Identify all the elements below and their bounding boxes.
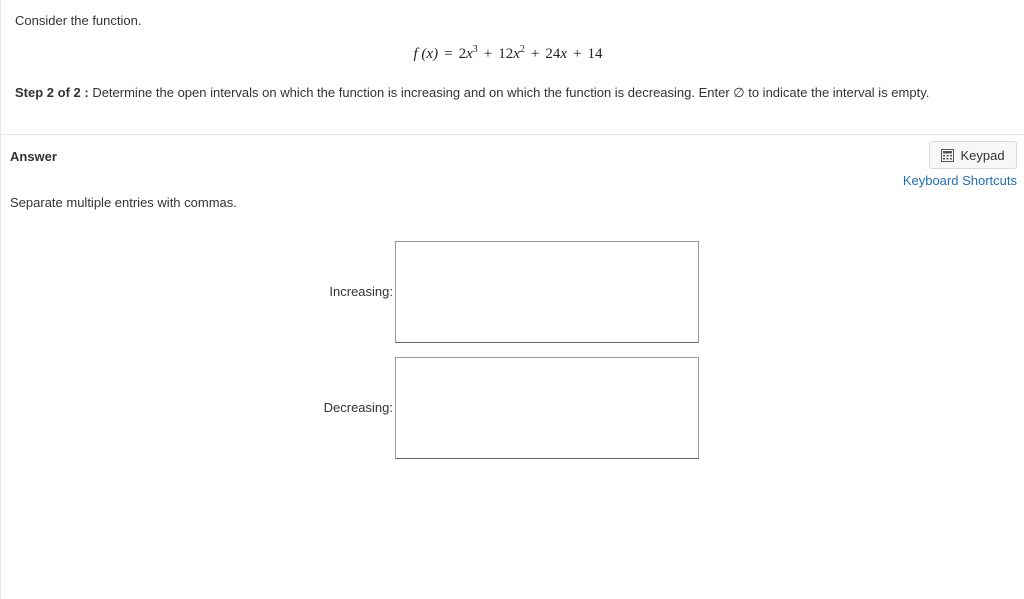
formula-operator: + — [530, 46, 540, 62]
question-panel — [0, 0, 1024, 134]
formula-equals: = — [444, 46, 453, 62]
calculator-icon — [941, 149, 954, 162]
formula-term: 24x — [545, 46, 568, 62]
function-formula — [1, 46, 1015, 63]
increasing-input[interactable] — [395, 241, 699, 343]
keyboard-shortcuts-link[interactable]: Keyboard Shortcuts — [902, 173, 1017, 188]
formula-term: $12x^2$ — [498, 44, 525, 62]
question-intro: Consider the function. — [15, 13, 142, 28]
formula-operator: + — [483, 46, 493, 62]
increasing-label: Increasing: — [329, 284, 393, 299]
decreasing-label: Decreasing: — [323, 400, 393, 415]
answer-heading: Answer — [10, 149, 57, 164]
step-text: Determine the open intervals on which the function is increasing and on which the function is decreasing. Enter ∅ to indicate the interval is empty. — [92, 85, 930, 100]
formula-term: 14 — [587, 46, 603, 62]
formula-lhs: f (x) — [413, 46, 439, 62]
keypad-label: Keypad — [960, 147, 1005, 163]
keypad-button[interactable] — [929, 141, 1017, 169]
formula-term: $2x^3$ — [458, 44, 478, 62]
entry-hint: Separate multiple entries with commas. — [10, 195, 237, 210]
step-label: Step 2 of 2 : — [15, 85, 89, 100]
formula-operator: + — [573, 46, 582, 62]
answer-panel — [0, 135, 1024, 599]
decreasing-input[interactable] — [395, 357, 699, 459]
step-instruction — [15, 85, 929, 101]
